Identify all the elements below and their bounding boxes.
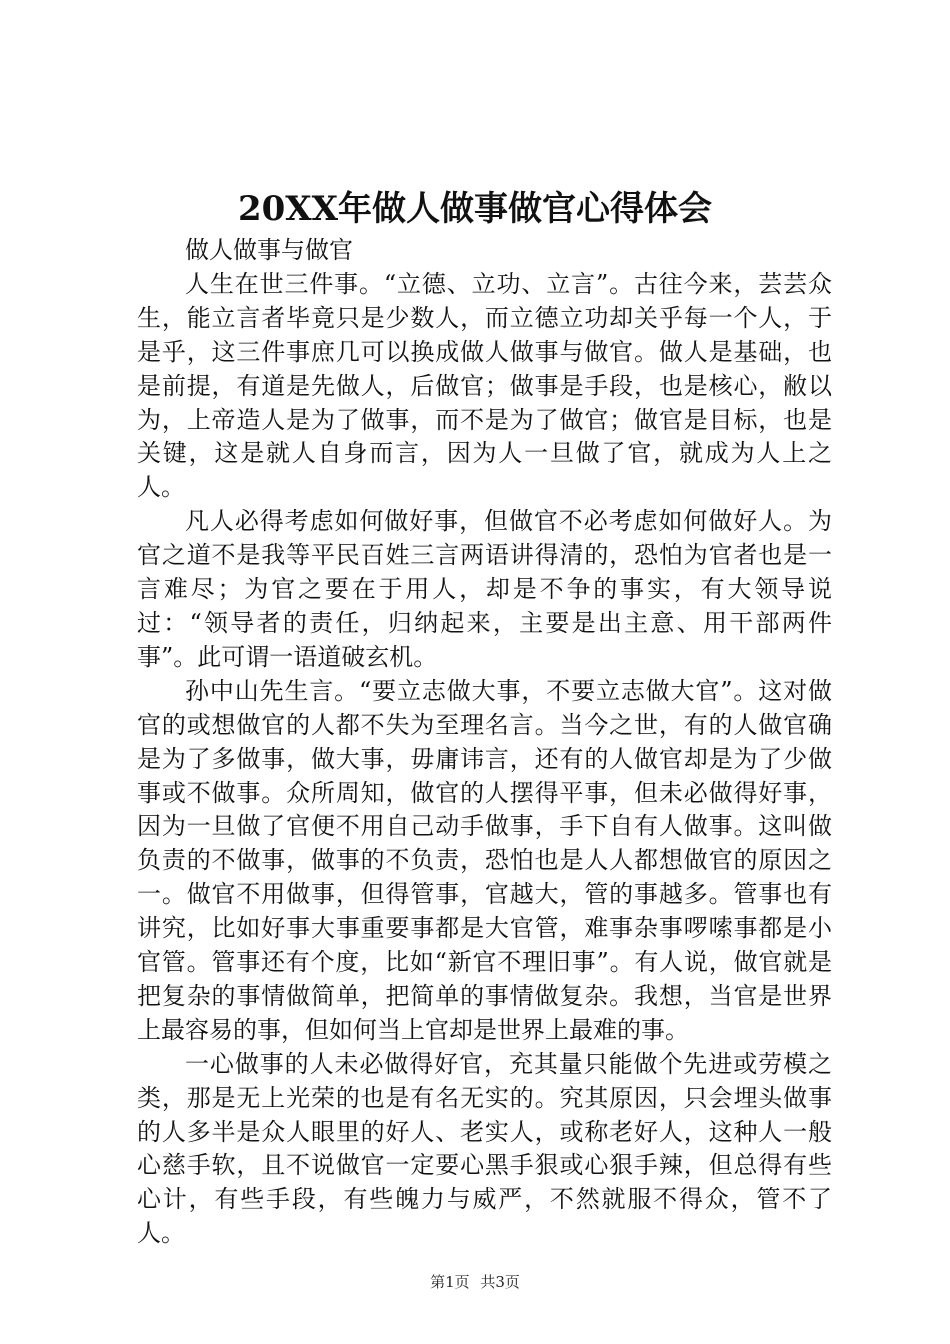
paragraph: 孙中山先生言。“要立志做大事，不要立志做大官”。这对做官的或想做官的人都不失为至理名言。当今之世，有的人做官确是为了多做事，做大事，毋庸讳言，还有的人做官却是为了少做事或不做事。众所周知，做官的人摆得平事，但未必做得好事，因为一旦做了官便不用自己动手做事，手下自有人做事。这叫做负责的不做事，做事的不负责，恐怕也是人人都想做官的原因之一。做官不用做事，但得管事，官越大，管的事越多。管事也有讲究，比如好事大事重要事都是大官管，难事杂事啰嗦事都是小官管。管事还有个度，比如“新官不理旧事”。有人说，做官就是把复杂的事情做简单，把简单的事情做复杂。我想，当官是世界上最容易的事，但如何当上官却是世界上最难的事。 <box>137 676 832 1044</box>
page-number: 第1页 <box>430 1273 470 1291</box>
paragraph: 一心做事的人未必做得好官，充其量只能做个先进或劳模之类，那是无上光荣的也是有名无实的。究其原因，只会埋头做事的人多半是众人眼里的好人、老实人，或称老好人，这种人一般心慈手软，且不说做官一定要心黑手狠或心狠手辣，但总得有些心计，有些手段，有些魄力与威严，不然就服不得众，管不了人。 <box>137 1049 832 1248</box>
paragraph: 凡人必得考虑如何做好事，但做官不必考虑如何做好人。为官之道不是我等平民百姓三言两语讲得清的，恐怕为官者也是一言难尽；为官之要在于用人，却是不争的事实，有大领导说过：“领导者的责任，归纳起来，主要是出主意、用干部两件事”。此可谓一语道破玄机。 <box>137 507 832 671</box>
document-title: 20XX年做人做事做官心得体会 <box>237 189 713 229</box>
paragraph: 人生在世三件事。“立德、立功、立言”。古往今来，芸芸众生，能立言者毕竟只是少数人，而立德立功却关乎每一个人，于是乎，这三件事庶几可以换成做人做事与做官。做人是基础，也是前提，有道是先做人，后做官；做事是手段，也是核心，敝以为，上帝造人是为了做事，而不是为了做官；做官是目标，也是关键，这是就人自身而言，因为人一旦做了官，就成为人上之人。 <box>137 269 832 502</box>
paragraph-subtitle: 做人做事与做官 <box>185 236 353 264</box>
page-total: 共3页 <box>480 1273 520 1291</box>
page-footer <box>0 1272 950 1292</box>
document-body <box>137 234 832 1251</box>
